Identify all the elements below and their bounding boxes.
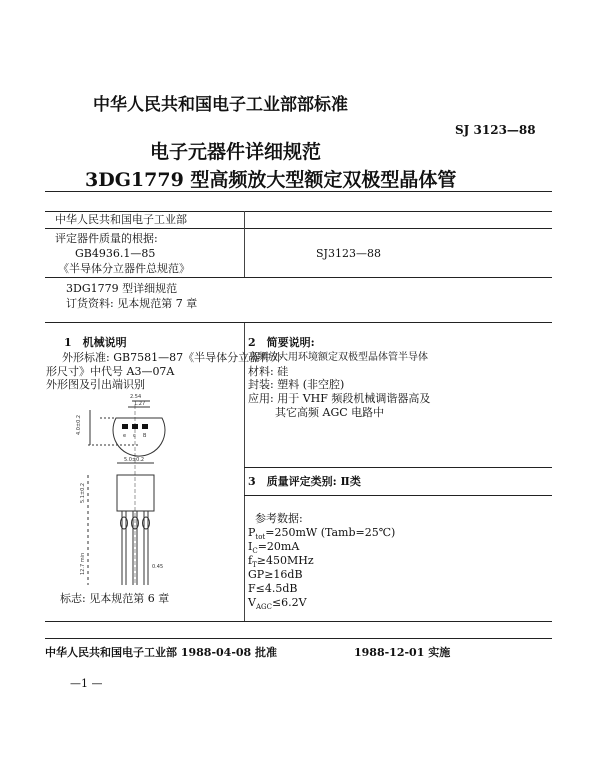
effective-date: 1988-12-01 实施 [354, 646, 451, 659]
dim-width: 5.0±0.2 [124, 457, 145, 463]
ptot-symbol: P [248, 526, 256, 539]
transistor-outline-drawing [60, 385, 240, 590]
divider [45, 322, 552, 323]
vagc-subscript: AGC [255, 603, 272, 612]
outline-drawing-label: 外形图及引出端识别 [46, 378, 145, 391]
section3-heading: 3 质量评定类别: Ⅱ类 [248, 475, 361, 488]
dim-diameter: 0.45 [152, 564, 164, 570]
basis-name: 《半导体分立器件总规范》 [58, 262, 190, 275]
standard-code: SJ 3123—88 [455, 123, 536, 137]
spec-name: 3DG1779 型详细规范 [66, 282, 178, 295]
outline-standard: 外形标准: GB7581—87《半导体分立器件外 [62, 351, 283, 364]
divider [45, 191, 552, 192]
pin-e: e [123, 433, 127, 439]
section1-heading: 1 机械说明 [64, 336, 127, 349]
dim-pitch: 2.54 [130, 394, 142, 400]
outline-code: 形尺寸》中代号 A3—07A [46, 365, 175, 378]
divider [244, 467, 552, 468]
ft-subscript: T [252, 561, 257, 570]
column-divider [244, 323, 245, 621]
dim-lead: 12.7 min [80, 552, 86, 575]
divider [45, 621, 552, 622]
pin-b: B [143, 433, 147, 439]
basis-label: 评定器件质量的根据: [55, 232, 158, 245]
vagc-symbol: V [248, 596, 256, 609]
basis-code: GB4936.1—85 [75, 247, 156, 260]
ic-symbol: I [248, 540, 253, 553]
brief-description: 高频放大用环境额定双极型晶体管半导体 [248, 352, 428, 363]
marking: 标志: 见本规范第 6 章 [60, 592, 170, 605]
reference-data-label: 参考数据: [255, 512, 303, 525]
vagc-value: ≤6.2V [271, 596, 307, 609]
dim-height: 4.0±0.2 [76, 414, 82, 435]
divider [45, 211, 552, 212]
gp: GP≥16dB [248, 568, 303, 581]
order-info: 订货资料: 见本规范第 7 章 [66, 297, 198, 310]
divider [45, 638, 552, 639]
ft-symbol: f [248, 554, 253, 567]
ft-value: ≥450MHz [256, 554, 314, 567]
ptot-value: =250mW (Tamb=25℃) [265, 526, 396, 539]
pin-c: c [133, 433, 136, 439]
package: 封装: 塑料 (非空腔) [248, 378, 345, 391]
divider [244, 495, 552, 496]
column-divider [244, 211, 245, 277]
page-number: —1 — [70, 677, 103, 690]
material: 材料: 硅 [248, 365, 289, 378]
application-line1: 应用: 用于 VHF 频段机械调谐器高及 [248, 392, 431, 405]
ic-value: =20mA [257, 540, 300, 553]
document-title: 3DG1779 型高频放大型额定双极型晶体管 [85, 169, 457, 191]
application-line2: 其它高频 AGC 电路中 [275, 406, 385, 419]
issuer: 中华人民共和国电子工业部 [55, 213, 187, 226]
section2-heading: 2 简要说明: [248, 336, 315, 349]
ministry-standard-heading: 中华人民共和国电子工业部部标准 [93, 95, 348, 115]
document-subtitle: 电子元器件详细规范 [150, 141, 322, 163]
ptot-subscript: tot [255, 533, 266, 542]
dim-body: 5.1±0.2 [80, 482, 86, 503]
divider [45, 228, 552, 229]
divider [45, 277, 552, 278]
dim-half: 1.27 [134, 401, 146, 407]
approval-line: 中华人民共和国电子工业部 1988-04-08 批准 [45, 646, 278, 659]
noise-figure: F≤4.5dB [248, 582, 298, 595]
ic-subscript: C [252, 547, 258, 556]
spec-number: SJ3123—88 [316, 247, 381, 260]
vagc [248, 596, 307, 614]
